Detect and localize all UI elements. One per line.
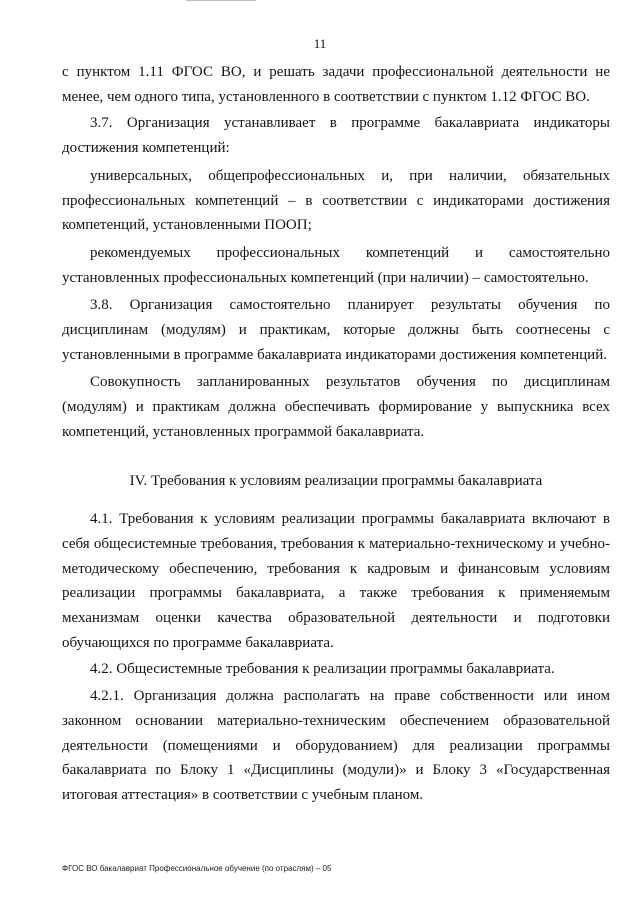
top-rule bbox=[186, 0, 256, 1]
paragraph-recommended-competencies: рекомендуемых профессиональных компетенций и самостоятельно установленных профессиональных компетенций (при наличии) – самостоятельно. bbox=[62, 244, 610, 286]
page-content bbox=[62, 60, 610, 808]
paragraph-4-1: 4.1. Требования к условиям реализации программы бакалавриата включают в себя общесистемные требования, требования к материально-техническому и учебно-методическому обеспечению, требования к кадровым и финансовым условиям реализации программы бакалавриата, а также требования к применяемым механизмам оценки качества образовательной деятельности и подготовки обучающихся по программе бакалавриата. bbox=[62, 511, 610, 651]
paragraph-4-2: 4.2. Общесистемные требования к реализации программы бакалавриата. bbox=[90, 661, 555, 678]
paragraph-3-8: 3.8. Организация самостоятельно планирует результаты обучения по дисциплинам (модулям) и практикам, которые должны быть соотнесены с установленными в программе бакалавриата индикаторами достижения компетенций. bbox=[62, 297, 610, 363]
paragraph-4-2-1: 4.2.1. Организация должна располагать на праве собственности или ином законном основании материально-техническим обеспечением образовательной деятельности (помещениями и оборудованием) для реализации программы бакалавриата по Блоку 1 «Дисциплины (модули)» и Блоку 3 «Государственная итоговая аттестация» в соответствии с учебным планом. bbox=[62, 688, 610, 803]
paragraph-universal-competencies: универсальных, общепрофессиональных и, при наличии, обязательных профессиональных компетенций – в соответствии с индикаторами достижения компетенций, установленными ПООП; bbox=[62, 167, 610, 234]
page-footer: ФГОС ВО бакалавриат Профессиональное обучение (по отраслям) – 05 bbox=[62, 864, 332, 873]
section-title: IV. Требования к условиям реализации программы бакалавриата bbox=[129, 472, 543, 489]
page-number: 11 bbox=[313, 36, 327, 51]
paragraph-learning-outcomes: Совокупность запланированных результатов обучения по дисциплинам (модулям) и практикам должна обеспечивать формирование у выпускника всех компетенций, установленных программой бакалавриата. bbox=[62, 374, 610, 440]
paragraph-continuation: с пунктом 1.11 ФГОС ВО, и решать задачи профессиональной деятельности не менее, чем одного типа, установленного в соответствии с пунктом 1.12 ФГОС ВО. bbox=[62, 64, 610, 105]
paragraph-3-7: 3.7. Организация устанавливает в программе бакалавриата индикаторы достижения компетенций: bbox=[62, 115, 610, 157]
